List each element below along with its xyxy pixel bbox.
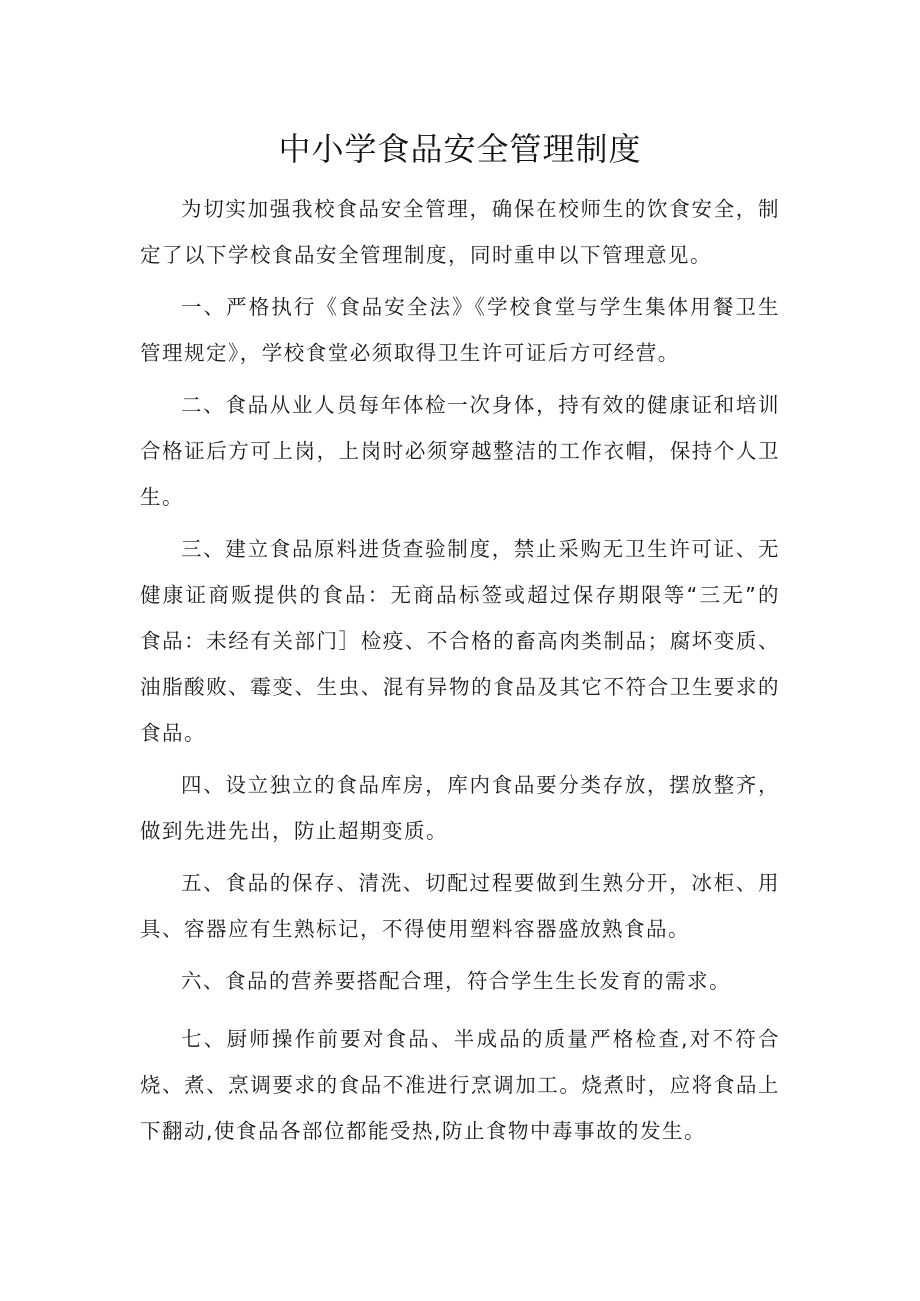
paragraph-item-6: 六、食品的营养要搭配合理，符合学生生长发育的需求。: [181, 969, 731, 993]
paragraph-item-3: 三、建立食品原料进货查验制度，禁止采购无卫生许可证、无健康证商贩提供的食品：无商品标签或超过保存期限等“三无”的食品：未经有关部门］检疫、不合格的畜高肉类制品；腐坏变质、油脂酸败、霉变、生虫、混有异物的食品及其它不符合卫生要求的食品。: [140, 537, 780, 745]
document-title: 中小学食品安全管理制度: [278, 130, 642, 168]
paragraph-item-4: 四、设立独立的食品库房，库内食品要分类存放，摆放整齐，做到先进先出，防止超期变质。: [140, 773, 780, 843]
paragraph-item-7: 七、厨师操作前要对食品、半成品的质量严格检查,对不符合烧、煮、烹调要求的食品不准进行烹调加工。烧煮时，应将食品上下翻动,使食品各部位都能受热,防止食物中毒事故的发生。: [140, 1027, 780, 1143]
paragraph-item-1: 一、严格执行《食品安全法》《学校食堂与学生集体用餐卫生管理规定》，学校食堂必须取得卫生许可证后方可经营。: [140, 295, 780, 365]
paragraph-item-2: 二、食品从业人员每年体检一次身体，持有效的健康证和培训合格证后方可上岗，上岗时必须穿越整洁的工作衣帽，保持个人卫生。: [140, 393, 780, 509]
paragraph-intro: 为切实加强我校食品安全管理，确保在校师生的饮食安全，制定了以下学校食品安全管理制度，同时重申以下管理意见。: [140, 197, 780, 267]
paragraph-item-5: 五、食品的保存、清洗、切配过程要做到生熟分开，冰柜、用具、容器应有生熟标记，不得使用塑料容器盛放熟食品。: [140, 871, 780, 941]
document-body: [140, 186, 780, 1154]
